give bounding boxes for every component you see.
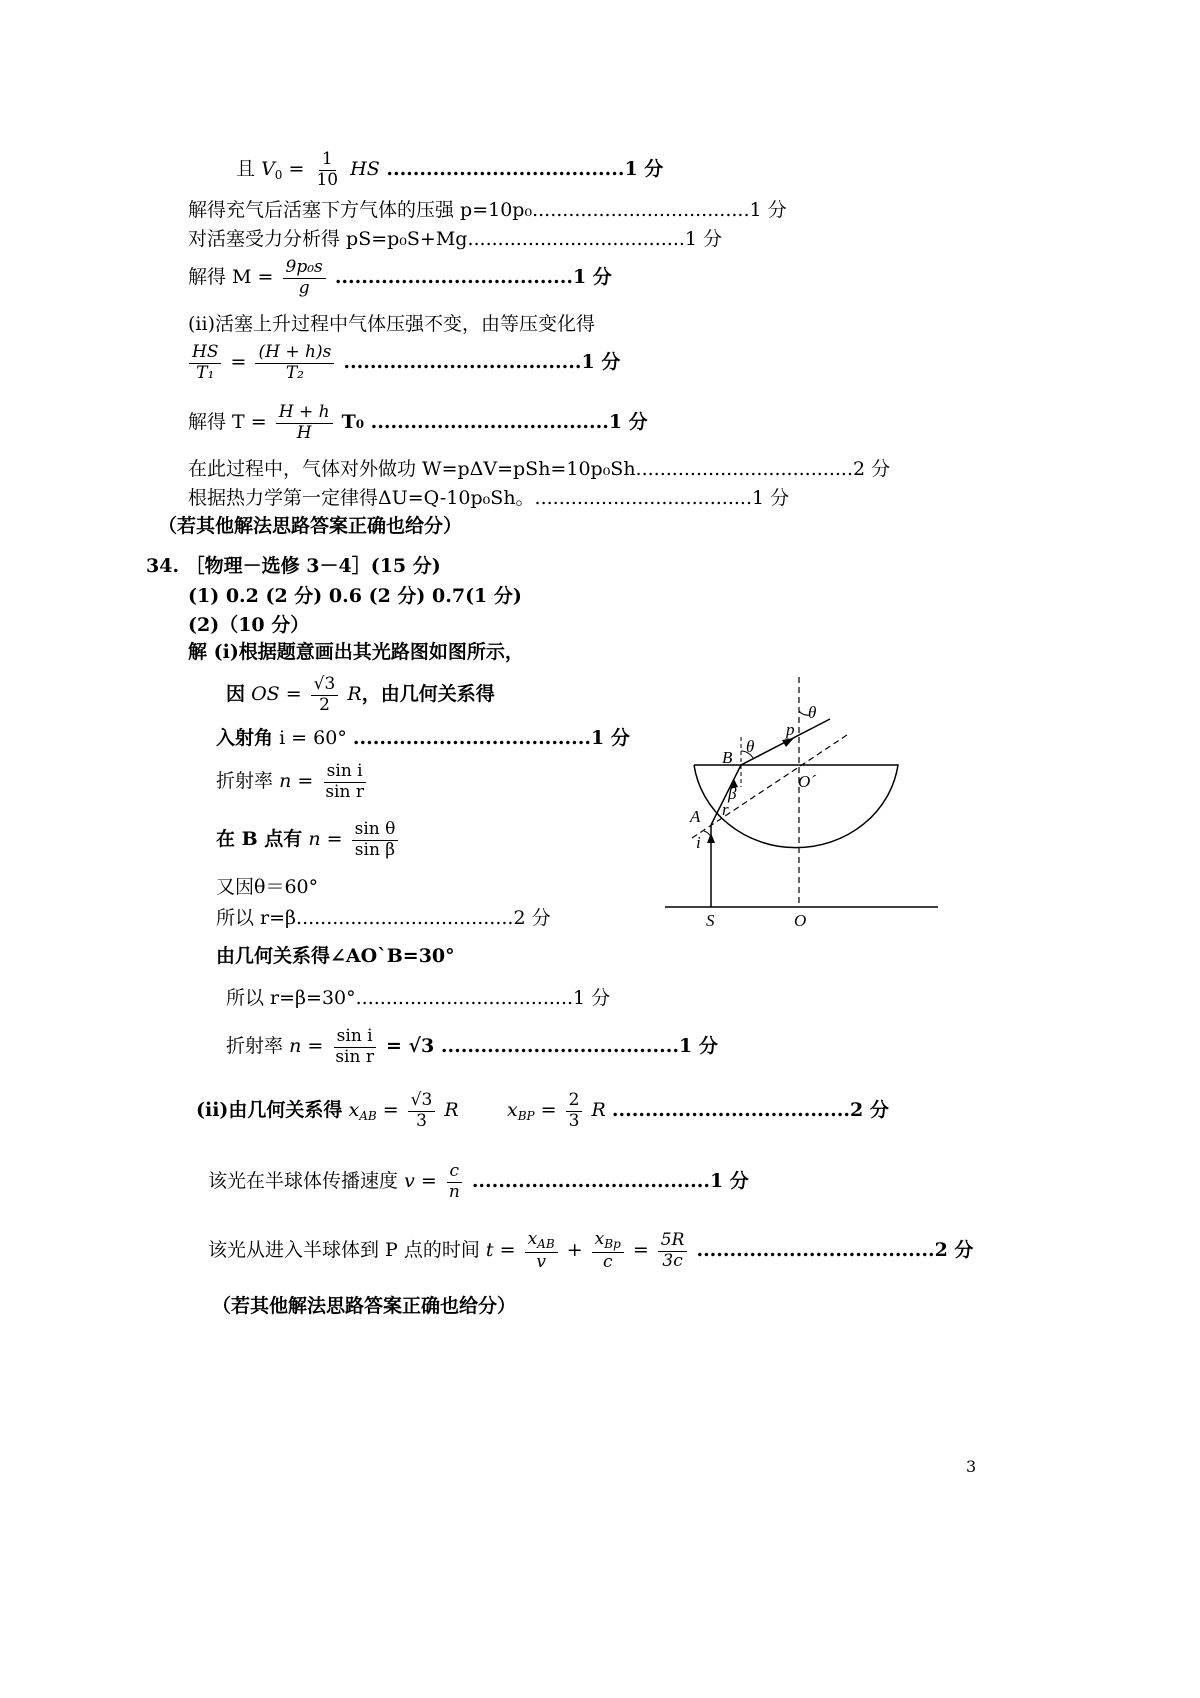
line-r-beta: 所以 r=β....................................2 分 bbox=[216, 907, 551, 929]
ray-arrow-bp bbox=[782, 738, 794, 747]
label-theta-top: θ bbox=[808, 703, 817, 722]
note-alternate-1: （若其他解法思路答案正确也给分） bbox=[158, 515, 463, 537]
label-p: p bbox=[786, 720, 795, 739]
line-first-law: 根据热力学第一定律得ΔU=Q-10p₀Sh。....................................1 分 bbox=[188, 487, 790, 509]
label-a: A bbox=[690, 807, 701, 826]
eq-temperature: 解得 T = $\frac{H + h}{H}$ T₀ ....................................1 分 bbox=[188, 402, 648, 443]
eq-os: 因 OS = $\frac{√3}{2}$ R，由几何关系得 bbox=[226, 674, 495, 715]
eq-point-b: 在 B 点有 n = $\frac{\text{sin θ}}{\text{sin β}}$ bbox=[216, 820, 401, 860]
label-theta-b: θ bbox=[746, 737, 755, 756]
part-1-answers: (1) 0.2 (2 分) 0.6 (2 分) 0.7(1 分) bbox=[188, 585, 522, 607]
page-number: 3 bbox=[966, 1457, 977, 1476]
label-i: i bbox=[696, 833, 701, 852]
fraction: $\frac{1}{10}$ bbox=[316, 149, 339, 190]
eq-refractive-index: 折射率 n = $\frac{\text{sin i}}{\text{sin r}}$ bbox=[216, 761, 364, 802]
line-theta: 又因θ＝60° bbox=[216, 876, 319, 898]
label-beta: β bbox=[728, 784, 737, 803]
ray-arrow-up bbox=[707, 833, 715, 843]
solution-intro: 解 (i)根据题意画出其光路图如图所示， bbox=[188, 641, 524, 663]
note-alternate-2: （若其他解法思路答案正确也给分） bbox=[212, 1295, 517, 1317]
label-o: O bbox=[794, 911, 807, 930]
eq-incidence-angle: 入射角 i = 60° ....................................1 分 bbox=[216, 727, 630, 749]
label-o-prime: O´ bbox=[798, 772, 816, 791]
eq-isobaric: $\frac{HS}{\text{T₁}}$ = $\frac{(H + h)s}{\text{T₂}}$ ....................................1 分 bbox=[186, 343, 620, 383]
question-34-title: 34. ［物理－选修 3－4］(15 分) bbox=[146, 555, 441, 577]
part-2-title: (2)（10 分） bbox=[188, 614, 310, 636]
label-r: r bbox=[722, 800, 729, 819]
eq-speed: 该光在半球体传播速度 v = $\frac{c}{n}$ ....................................1 分 bbox=[208, 1161, 749, 1202]
line-isobaric: (ii)活塞上升过程中气体压强不变，由等压变化得 bbox=[188, 313, 595, 335]
eq-refractive-index-value: 折射率 n = $\frac{\text{sin i}}{\text{sin r}}$ = √3 ....................................1 分 bbox=[226, 1026, 718, 1067]
eq-distances: (ii)由几何关系得 $x_{AB}$ = $\frac{√3}{3}$ R $x_{BP}$ = $\frac{2}{3}$ R ....................................2 分 bbox=[196, 1090, 889, 1131]
eq-mass: 解得 M = $\frac{\text{9p₀s}}{g}$ ....................................1 分 bbox=[188, 257, 612, 298]
line-r-beta-30: 所以 r=β=30°....................................1 分 bbox=[226, 987, 611, 1009]
eq-time: 该光从进入半球体到 P 点的时间 t = $\frac{x_{AB}}{v}$ + $\frac{x_{Bp}}{c}$ = $\frac{5R}{3c}$ ....................................2 分 bbox=[208, 1229, 974, 1272]
i-arc bbox=[704, 831, 711, 837]
line-force: 对活塞受力分析得 pS=p₀S+Mg....................................1 分 bbox=[188, 228, 723, 250]
line-angle-aob: 由几何关系得∠AO`B=30° bbox=[216, 945, 455, 967]
line-pressure: 解得充气后活塞下方气体的压强 p=10p₀....................................1 分 bbox=[188, 199, 787, 221]
line-work: 在此过程中，气体对外做功 W=pΔV=pSh=10p₀Sh....................................2 分 bbox=[188, 458, 891, 480]
label-b: B bbox=[722, 748, 733, 767]
optics-diagram bbox=[660, 675, 950, 935]
label-s: S bbox=[706, 911, 715, 930]
eq-v0: 且 $V_0$ = $\frac{1}{10}$ HS ....................................1 分 bbox=[236, 149, 664, 190]
